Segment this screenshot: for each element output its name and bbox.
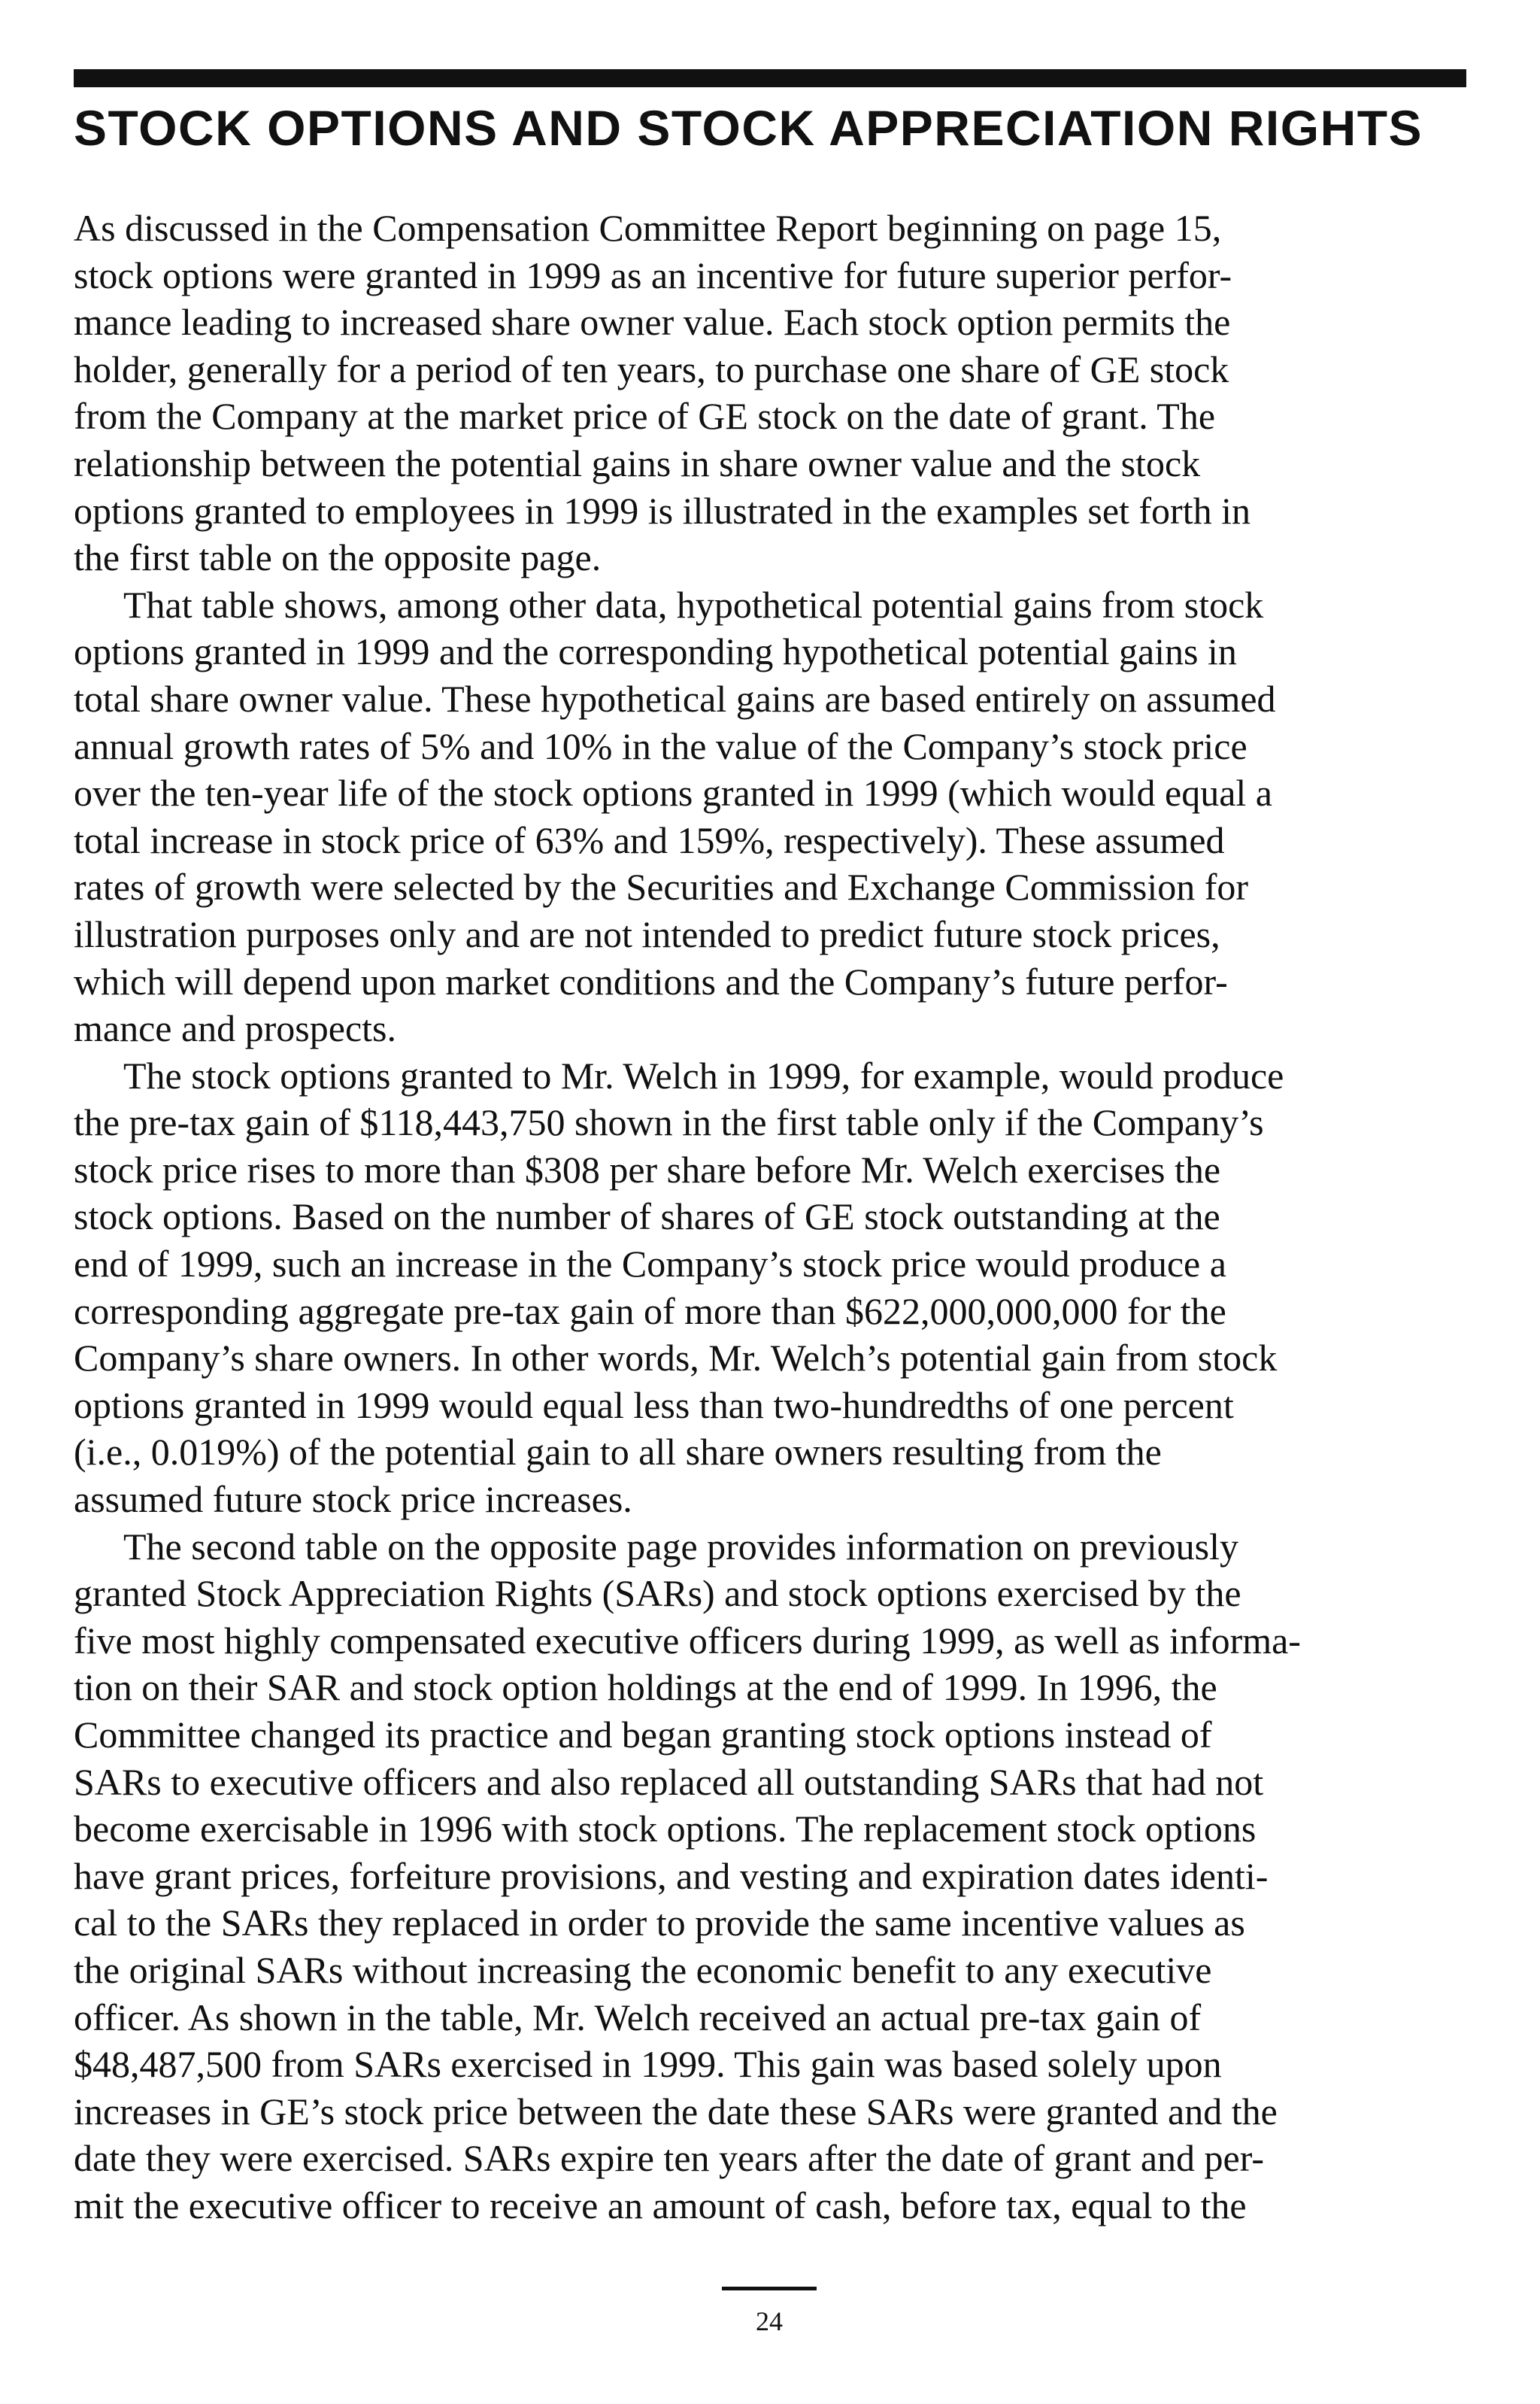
text-line: which will depend upon market conditions and the Company’s future perfor-: [74, 960, 1228, 1003]
text-line: (i.e., 0.019%) of the potential gain to all share owners resulting from the: [74, 1431, 1162, 1474]
text-line: The second table on the opposite page provides information on previously: [123, 1525, 1238, 1568]
page-number: 24: [756, 2306, 783, 2336]
text-line: total share owner value. These hypothetical gains are based entirely on assumed: [74, 677, 1276, 720]
text-line: the original SARs without increasing the economic benefit to any executive: [74, 1948, 1212, 1991]
text-line: That table shows, among other data, hypothetical potential gains from stock: [123, 583, 1264, 626]
text-line: stock options. Based on the number of shares of GE stock outstanding at the: [74, 1195, 1220, 1238]
text-line: mance and prospects.: [74, 1007, 397, 1050]
text-line: options granted in 1999 and the corresponding hypothetical potential gains in: [74, 630, 1237, 673]
section-heading: STOCK OPTIONS AND STOCK APPRECIATION RIGHTS: [74, 100, 1423, 156]
text-line: assumed future stock price increases.: [74, 1478, 632, 1521]
text-line: options granted to employees in 1999 is illustrated in the examples set forth in: [74, 489, 1250, 532]
text-line: the pre-tax gain of $118,443,750 shown in the first table only if the Company’s: [74, 1101, 1264, 1144]
paragraph: [74, 205, 1472, 581]
text-line: officer. As shown in the table, Mr. Welch received an actual pre-tax gain of: [74, 1996, 1202, 2038]
text-line: end of 1999, such an increase in the Company’s stock price would produce a: [74, 1243, 1226, 1285]
text-line: stock price rises to more than $308 per share before Mr. Welch exercises the: [74, 1148, 1221, 1191]
text-line: tion on their SAR and stock option holdings at the end of 1999. In 1996, the: [74, 1666, 1217, 1709]
text-line: have grant prices, forfeiture provisions, and vesting and expiration dates identi-: [74, 1854, 1269, 1897]
text-line: relationship between the potential gains in share owner value and the stock: [74, 442, 1201, 484]
text-line: granted Stock Appreciation Rights (SARs) and stock options exercised by the: [74, 1572, 1241, 1615]
text-line: The stock options granted to Mr. Welch in 1999, for example, would produce: [123, 1054, 1284, 1097]
text-line: holder, generally for a period of ten years, to purchase one share of GE stock: [74, 348, 1229, 390]
paragraph: [74, 581, 1472, 1052]
text-line: Committee changed its practice and began granting stock options instead of: [74, 1713, 1212, 1756]
text-line: five most highly compensated executive officers during 1999, as well as informa-: [74, 1619, 1301, 1662]
text-line: SARs to executive officers and also replaced all outstanding SARs that had not: [74, 1760, 1264, 1803]
text-line: total increase in stock price of 63% and 159%, respectively). These assumed: [74, 818, 1225, 861]
paragraph: [74, 1052, 1472, 1523]
text-line: options granted in 1999 would equal less than two-hundredths of one percent: [74, 1383, 1234, 1426]
text-line: $48,487,500 from SARs exercised in 1999. This gain was based solely upon: [74, 2043, 1222, 2086]
text-line: annual growth rates of 5% and 10% in the value of the Company’s stock price: [74, 724, 1247, 767]
text-line: As discussed in the Compensation Committee Report beginning on page 15,: [74, 207, 1222, 249]
text-line: from the Company at the market price of GE stock on the date of grant. The: [74, 395, 1216, 438]
text-line: over the ten-year life of the stock options granted in 1999 (which would equal a: [74, 772, 1272, 815]
text-line: rates of growth were selected by the Securities and Exchange Commission for: [74, 866, 1249, 909]
text-line: become exercisable in 1996 with stock options. The replacement stock options: [74, 1808, 1257, 1850]
text-line: Company’s share owners. In other words, Mr. Welch’s potential gain from stock: [74, 1337, 1278, 1380]
text-line: increases in GE’s stock price between the date these SARs were granted and the: [74, 2090, 1278, 2132]
text-line: cal to the SARs they replaced in order to provide the same incentive values as: [74, 1902, 1245, 1944]
body-text: [74, 205, 1472, 2229]
text-line: mit the executive officer to receive an amount of cash, before tax, equal to the: [74, 2184, 1247, 2226]
text-line: the first table on the opposite page.: [74, 536, 602, 579]
text-line: date they were exercised. SARs expire ten years after the date of grant and per-: [74, 2137, 1265, 2180]
text-line: stock options were granted in 1999 as an incentive for future superior perfor-: [74, 253, 1232, 296]
paragraph: [74, 1523, 1472, 2229]
text-line: mance leading to increased share owner value. Each stock option permits the: [74, 301, 1231, 344]
text-line: illustration purposes only and are not intended to predict future stock prices,: [74, 912, 1220, 955]
top-rule: [74, 69, 1466, 87]
footer-rule: [722, 2287, 817, 2290]
text-line: corresponding aggregate pre-tax gain of more than $622,000,000,000 for the: [74, 1289, 1226, 1332]
